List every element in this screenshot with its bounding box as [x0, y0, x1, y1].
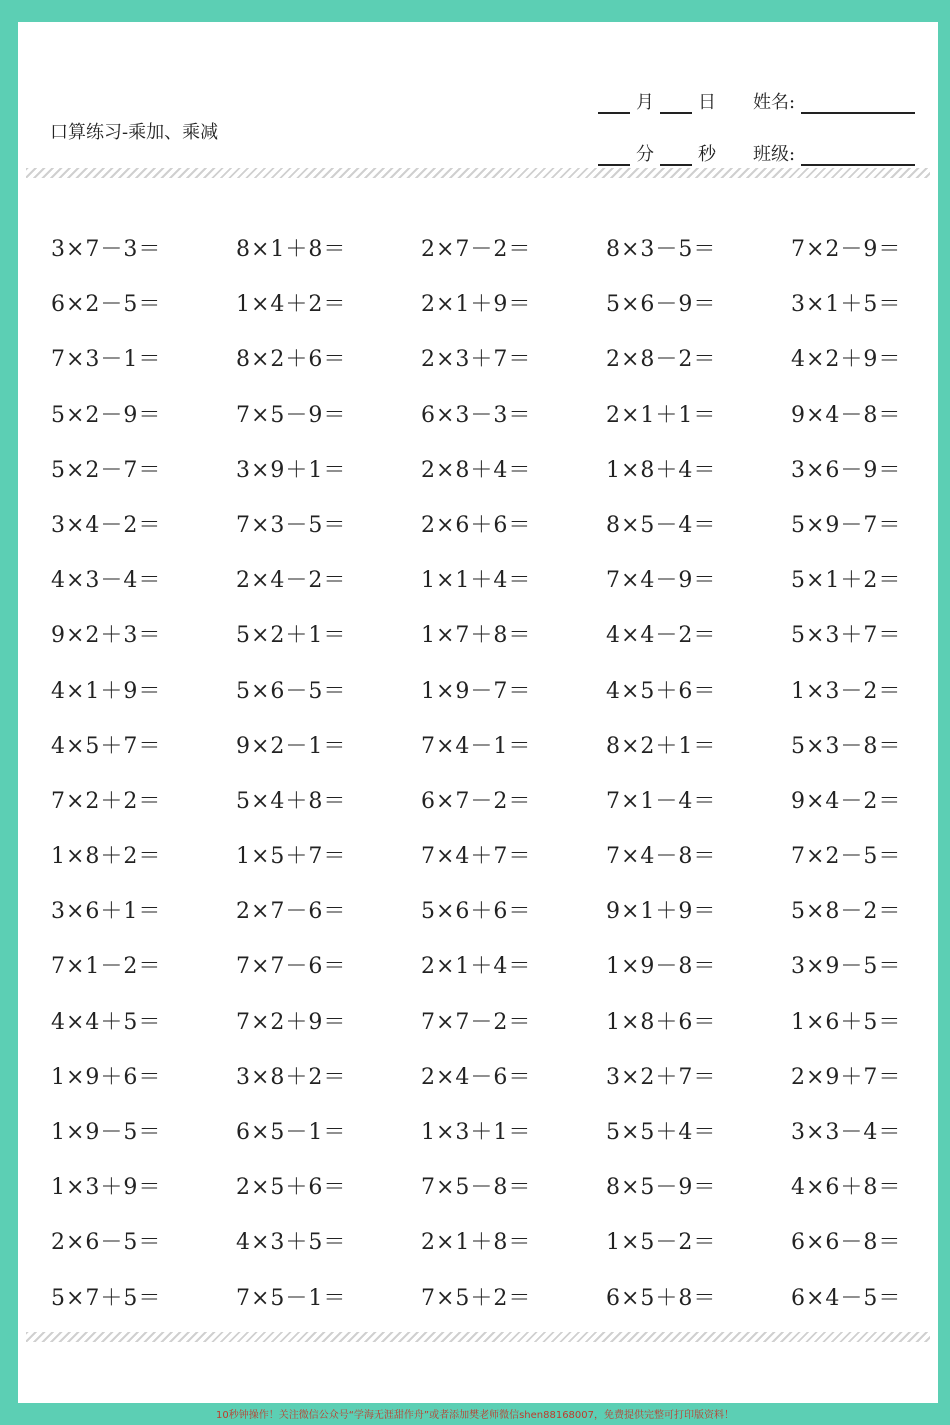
problem-grid [51, 222, 931, 1326]
day-label: 日 [698, 92, 716, 113]
problem-item: 2×1＋4＝ [421, 954, 532, 980]
problem-item: 9×4－8＝ [791, 402, 902, 428]
problem-item: 2×6＋6＝ [421, 512, 532, 538]
problem-item: 2×3＋7＝ [421, 347, 532, 373]
problem-item: 8×2＋1＝ [606, 733, 717, 759]
problem-item: 3×1＋5＝ [791, 292, 902, 318]
problem-item: 2×1＋9＝ [421, 292, 532, 318]
problem-item: 7×5＋2＝ [421, 1285, 532, 1311]
problem-item: 1×6＋5＝ [791, 1009, 902, 1035]
problem-item: 1×3－2＝ [791, 678, 902, 704]
problem-item: 7×7－6＝ [236, 954, 347, 980]
class-blank[interactable] [801, 146, 915, 166]
problem-item: 3×9－5＝ [791, 954, 902, 980]
problem-item: 5×7＋5＝ [51, 1285, 162, 1311]
problem-item: 3×4－2＝ [51, 512, 162, 538]
month-label: 月 [636, 92, 654, 113]
problem-item: 9×1＋9＝ [606, 899, 717, 925]
problem-item: 7×2＋2＝ [51, 788, 162, 814]
problem-item: 6×5＋8＝ [606, 1285, 717, 1311]
problem-item: 7×3－5＝ [236, 512, 347, 538]
date-field [592, 88, 716, 114]
problem-item: 5×2－7＝ [51, 457, 162, 483]
problem-item: 7×4－8＝ [606, 844, 717, 870]
problem-item: 1×8＋6＝ [606, 1009, 717, 1035]
problem-item: 4×3－4＝ [51, 568, 162, 594]
problem-item: 7×2＋9＝ [236, 1009, 347, 1035]
problem-item: 4×3＋5＝ [236, 1230, 347, 1256]
problem-item: 3×6＋1＝ [51, 899, 162, 925]
top-divider [26, 168, 930, 178]
problem-item: 1×9－5＝ [51, 1120, 162, 1145]
class-label: 班级: [753, 144, 796, 165]
problem-item: 7×2－9＝ [791, 237, 902, 262]
problem-item: 1×3＋1＝ [421, 1120, 532, 1145]
problem-item: 7×5－9＝ [236, 402, 347, 428]
problem-item: 5×8－2＝ [791, 899, 902, 925]
problem-item: 5×3－8＝ [791, 733, 902, 759]
minute-label: 分 [636, 144, 654, 165]
problem-item: 6×5－1＝ [236, 1120, 347, 1145]
second-label: 秒 [698, 144, 716, 165]
problem-item: 5×6－5＝ [236, 678, 347, 704]
problem-item: 6×4－5＝ [791, 1285, 902, 1311]
problem-item: 7×4－9＝ [606, 568, 717, 594]
problem-item: 5×3＋7＝ [791, 623, 902, 649]
problem-item: 2×7－2＝ [421, 237, 532, 262]
problem-item: 8×5－4＝ [606, 512, 717, 538]
problem-item: 6×6－8＝ [791, 1230, 902, 1256]
problem-item: 2×4－6＝ [421, 1064, 532, 1090]
problem-item: 2×5＋6＝ [236, 1175, 347, 1201]
problem-item: 7×2－5＝ [791, 844, 902, 870]
class-field [753, 140, 915, 166]
problem-item: 6×3－3＝ [421, 402, 532, 428]
problem-item: 7×7－2＝ [421, 1009, 532, 1035]
problem-item: 1×9＋6＝ [51, 1064, 162, 1090]
problem-item: 3×3－4＝ [791, 1120, 902, 1145]
problem-item: 9×4－2＝ [791, 788, 902, 814]
problem-item: 1×7＋8＝ [421, 623, 532, 649]
problem-item: 3×8＋2＝ [236, 1064, 347, 1090]
time-field [592, 140, 716, 166]
problem-item: 8×1＋8＝ [236, 237, 347, 262]
problem-item: 4×5＋7＝ [51, 733, 162, 759]
problem-item: 5×6＋6＝ [421, 899, 532, 925]
problem-item: 1×3＋9＝ [51, 1175, 162, 1201]
problem-item: 2×1＋1＝ [606, 402, 717, 428]
problem-item: 5×2－9＝ [51, 402, 162, 428]
problem-item: 3×9＋1＝ [236, 457, 347, 483]
problem-item: 1×8＋4＝ [606, 457, 717, 483]
problem-item: 4×4－2＝ [606, 623, 717, 649]
problem-item: 3×2＋7＝ [606, 1064, 717, 1090]
minute-blank[interactable] [598, 146, 630, 166]
problem-item: 5×2＋1＝ [236, 623, 347, 649]
problem-item: 1×9－8＝ [606, 954, 717, 980]
problem-item: 2×4－2＝ [236, 568, 347, 594]
problem-item: 2×6－5＝ [51, 1230, 162, 1256]
problem-item: 4×4＋5＝ [51, 1009, 162, 1035]
problem-item: 4×1＋9＝ [51, 678, 162, 704]
problem-item: 6×2－5＝ [51, 292, 162, 318]
problem-item: 7×5－1＝ [236, 1285, 347, 1311]
problem-item: 2×7－6＝ [236, 899, 347, 925]
problem-item: 4×6＋8＝ [791, 1175, 902, 1201]
problem-item: 5×6－9＝ [606, 292, 717, 318]
problem-item: 8×3－5＝ [606, 237, 717, 262]
problem-item: 1×5－2＝ [606, 1230, 717, 1256]
day-blank[interactable] [660, 94, 692, 114]
name-label: 姓名: [753, 92, 796, 113]
problem-item: 2×1＋8＝ [421, 1230, 532, 1256]
problem-item: 9×2＋3＝ [51, 623, 162, 649]
problem-item: 1×9－7＝ [421, 678, 532, 704]
second-blank[interactable] [660, 146, 692, 166]
problem-item: 7×4＋7＝ [421, 844, 532, 870]
problem-item: 7×1－4＝ [606, 788, 717, 814]
bottom-divider [26, 1332, 930, 1342]
problem-item: 7×4－1＝ [421, 733, 532, 759]
name-field [753, 88, 915, 114]
problem-item: 2×8－2＝ [606, 347, 717, 373]
month-blank[interactable] [598, 94, 630, 114]
problem-item: 7×1－2＝ [51, 954, 162, 980]
problem-item: 1×5＋7＝ [236, 844, 347, 870]
problem-item: 4×5＋6＝ [606, 678, 717, 704]
worksheet [18, 22, 938, 1403]
problem-item: 8×2＋6＝ [236, 347, 347, 373]
problem-item: 3×7－3＝ [51, 237, 162, 262]
footer-notice: 10秒钟操作！关注微信公众号“学海无涯甜作舟”或者添加樊老师微信shen88168007，免费提供完整可打印版资料！ [215, 1410, 735, 1421]
problem-item: 7×5－8＝ [421, 1175, 532, 1201]
problem-item: 6×7－2＝ [421, 788, 532, 814]
problem-item: 1×8＋2＝ [51, 844, 162, 870]
problem-item: 8×5－9＝ [606, 1175, 717, 1201]
problem-item: 1×1＋4＝ [421, 568, 532, 594]
problem-item: 5×9－7＝ [791, 512, 902, 538]
problem-item: 5×4＋8＝ [236, 788, 347, 814]
problem-item: 2×8＋4＝ [421, 457, 532, 483]
problem-item: 9×2－1＝ [236, 733, 347, 759]
name-blank[interactable] [801, 94, 915, 114]
problem-item: 5×1＋2＝ [791, 568, 902, 594]
problem-item: 2×9＋7＝ [791, 1064, 902, 1090]
problem-item: 5×5＋4＝ [606, 1120, 717, 1145]
problem-item: 7×3－1＝ [51, 347, 162, 373]
problem-item: 4×2＋9＝ [791, 347, 902, 373]
problem-item: 1×4＋2＝ [236, 292, 347, 318]
worksheet-title: 口算练习-乘加、乘减 [50, 122, 219, 143]
problem-item: 3×6－9＝ [791, 457, 902, 483]
